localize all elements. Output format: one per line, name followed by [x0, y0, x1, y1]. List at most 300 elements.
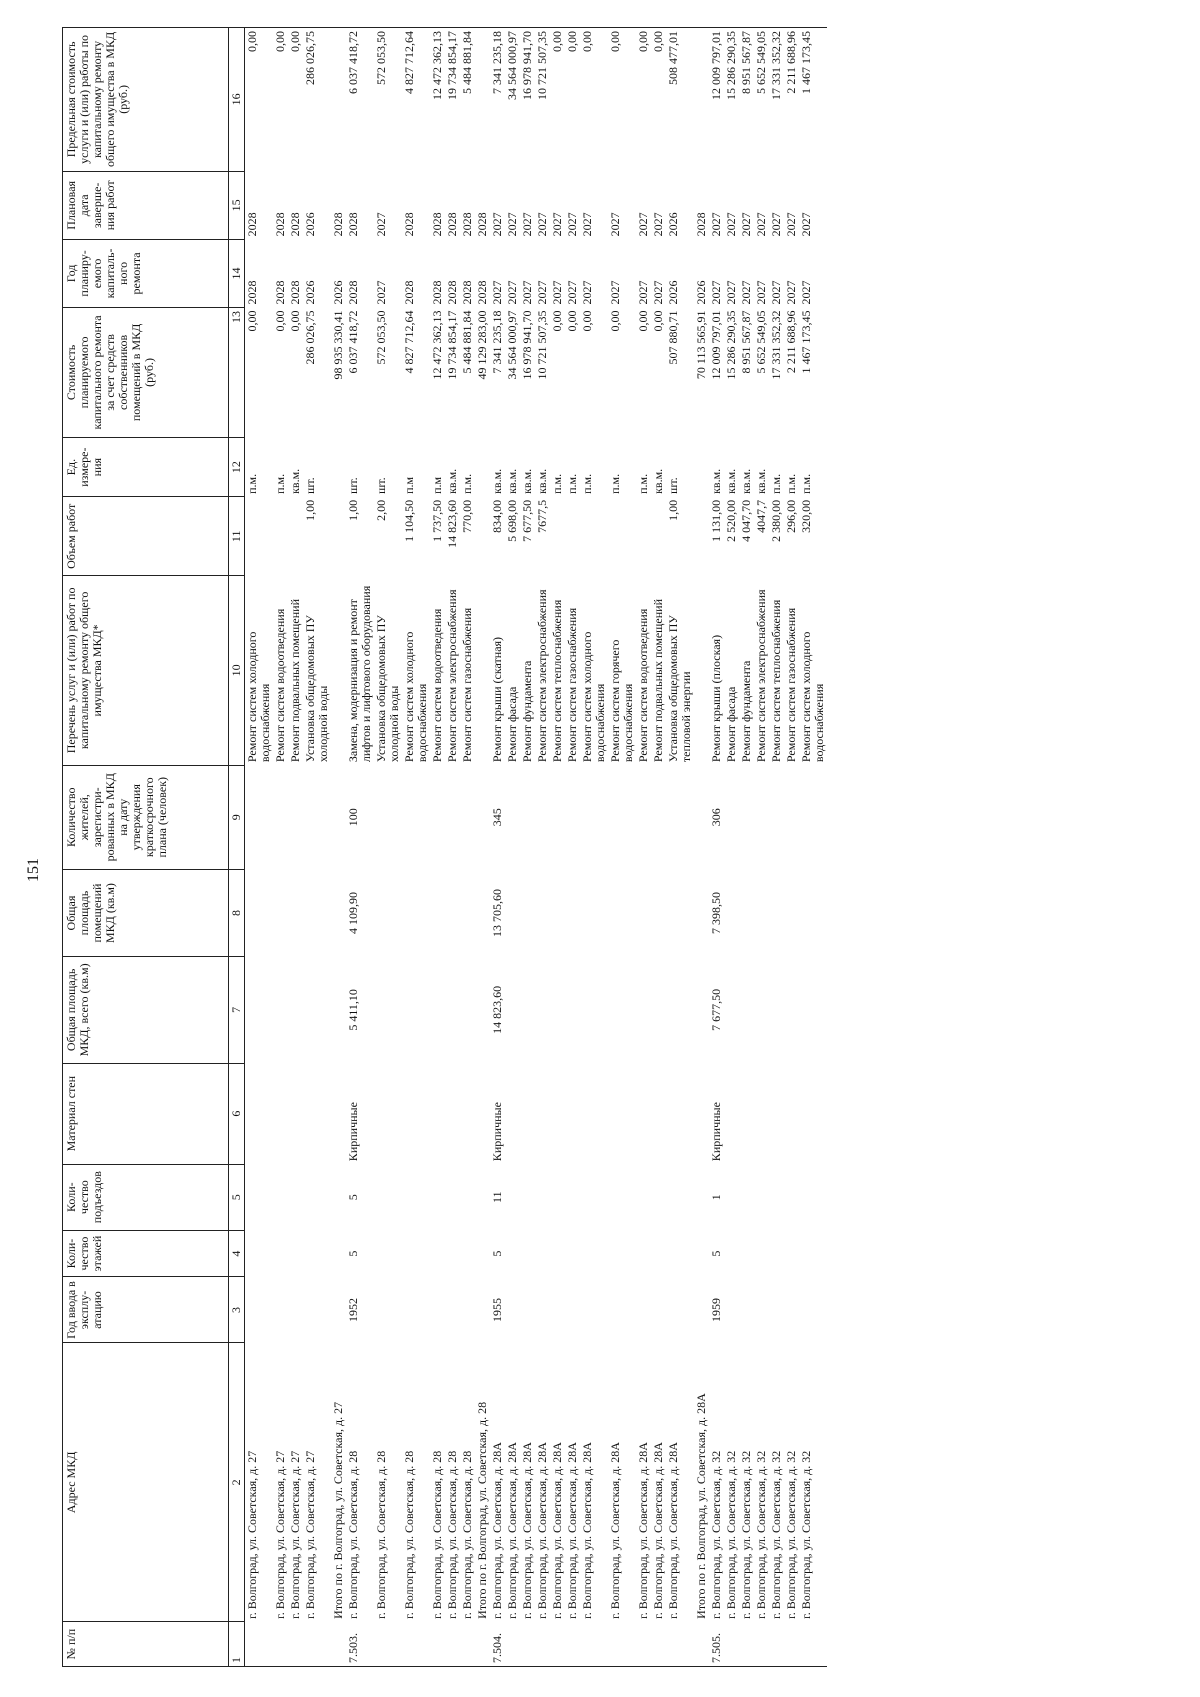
cell-col-2: г. Волгоград, ул. Советская, д. 28А	[580, 1442, 594, 1619]
cell-col-4: 5	[490, 1250, 504, 1257]
cell-col-5	[331, 1164, 346, 1230]
cell-col-6	[535, 1063, 550, 1164]
cell-col-9	[520, 765, 535, 869]
cell-col-10: Ремонт систем горячего водоснабжения	[608, 639, 635, 763]
cell-col-8: 7 398,50	[709, 892, 723, 935]
cell-col-14: 2027	[490, 280, 504, 305]
cell-col-7	[739, 957, 754, 1063]
cell-col-14: 2028	[460, 280, 474, 305]
col-header: Перечень услуг и (или) работ по капитальному ремонту общего имущества МКД*	[63, 576, 229, 765]
cell-col-11: 5 698,00	[505, 499, 519, 542]
cell-col-1	[303, 1622, 331, 1667]
cell-col-10: Ремонт систем газоснабжения	[784, 607, 798, 763]
cell-col-15: 2027	[374, 212, 388, 237]
cell-col-7	[460, 957, 475, 1063]
col-header: Год ввода в эксплу-атацию	[63, 1277, 229, 1343]
cell-col-16: 15 286 290,35	[724, 31, 738, 100]
cell-col-9	[245, 765, 274, 869]
cell-col-13: 572 053,50	[374, 310, 388, 365]
cell-col-16	[694, 28, 709, 172]
cell-col-12: кв.м.	[535, 468, 549, 494]
cell-col-14: 2027	[374, 280, 388, 305]
cell-col-9	[475, 765, 490, 869]
cell-col-7	[374, 957, 402, 1063]
cell-col-15: 2027	[636, 212, 650, 237]
cell-col-9	[724, 765, 739, 869]
cell-col-10: Установка общедомовых ПУ тепловой энергии	[666, 615, 693, 763]
cell-col-4	[331, 1230, 346, 1277]
cell-col-14: 2027	[535, 280, 549, 305]
table-row	[490, 28, 505, 1667]
cell-col-16: 572 053,50	[374, 31, 388, 85]
cell-col-8	[694, 869, 709, 956]
table-row	[460, 28, 475, 1667]
cell-col-1	[402, 1622, 430, 1667]
cell-col-9	[505, 765, 520, 869]
table-row	[608, 28, 636, 1667]
cell-col-14: 2028	[475, 280, 489, 305]
cell-col-13: 0,00	[550, 310, 564, 332]
cell-col-15: 2028	[475, 212, 489, 237]
column-number: 11	[229, 497, 245, 576]
cell-col-8	[608, 869, 636, 956]
cell-col-4: 5	[709, 1250, 723, 1257]
cell-col-11	[475, 497, 490, 576]
cell-col-6	[402, 1063, 430, 1164]
cell-col-13: 12 472 362,13	[430, 310, 444, 380]
col-header: Год планиру-емого капиталь-ного ремонта	[63, 239, 229, 307]
cell-col-16: 286 026,75	[303, 31, 317, 85]
cell-col-12: п.м.	[565, 473, 579, 494]
cell-col-9	[535, 765, 550, 869]
cell-col-6	[520, 1063, 535, 1164]
cell-col-14: 2026	[303, 280, 317, 305]
cell-col-5	[784, 1164, 799, 1230]
cell-col-10: Ремонт систем электроснабжения	[754, 589, 768, 763]
cell-col-8	[460, 869, 475, 956]
cell-col-3	[769, 1277, 784, 1343]
cell-col-11	[331, 497, 346, 576]
cell-col-2: г. Волгоград, ул. Советская, д. 28	[374, 1450, 388, 1619]
cell-col-5	[273, 1164, 288, 1230]
cell-col-11	[580, 497, 608, 576]
cell-col-11	[245, 497, 274, 576]
cell-col-8	[784, 869, 799, 956]
cell-col-12: кв.м.	[724, 468, 738, 494]
cell-col-14: 2028	[402, 280, 416, 305]
cell-col-4	[666, 1230, 694, 1277]
cell-col-7	[445, 957, 460, 1063]
cell-col-2: г. Волгоград, ул. Советская, д. 27	[303, 1450, 317, 1619]
cell-col-3	[608, 1277, 636, 1343]
cell-col-3	[460, 1277, 475, 1343]
cell-col-7	[769, 957, 784, 1063]
cell-col-4	[460, 1230, 475, 1277]
cell-col-14: 2027	[754, 280, 768, 305]
cell-col-7: 5 411,10	[346, 989, 360, 1031]
cell-col-11: 296,00	[784, 499, 798, 533]
cell-col-11	[273, 497, 288, 576]
cell-col-2: г. Волгоград, ул. Советская, д. 32	[709, 1450, 723, 1619]
cell-col-1	[784, 1622, 799, 1667]
cell-col-15: 2028	[694, 212, 708, 237]
cell-col-6	[505, 1063, 520, 1164]
cell-col-10: Ремонт систем водоотведения	[273, 608, 287, 763]
cell-col-10: Ремонт крыши (плоская)	[709, 634, 723, 763]
cell-col-6	[666, 1063, 694, 1164]
table-row	[331, 28, 346, 1667]
cell-col-9: 100	[346, 808, 360, 827]
cell-col-6	[288, 1063, 303, 1164]
cell-col-16: 16 978 941,70	[520, 31, 534, 100]
table-row	[520, 28, 535, 1667]
cell-col-11: 2 520,00	[724, 499, 738, 542]
cell-col-9	[565, 765, 580, 869]
cell-col-2: г. Волгоград, ул. Советская, д. 32	[769, 1450, 783, 1619]
cell-col-13: 0,00	[273, 310, 287, 332]
cell-col-14: 2028	[288, 280, 302, 305]
table-row	[535, 28, 550, 1667]
table-row	[445, 28, 460, 1667]
cell-col-5: 5	[346, 1194, 360, 1201]
cell-col-3	[273, 1277, 288, 1343]
column-number: 5	[229, 1164, 245, 1230]
cell-col-15: 2027	[550, 212, 564, 237]
cell-col-15: 2027	[651, 212, 665, 237]
cell-col-6	[580, 1063, 608, 1164]
cell-col-13: 34 564 000,97	[505, 310, 519, 380]
cell-col-2: Итого по г. Волгоград, ул. Советская, д. 28А	[694, 1393, 708, 1619]
cell-col-13: 5 652 549,05	[754, 310, 768, 374]
cell-col-1	[580, 1622, 608, 1667]
cell-col-9	[666, 765, 694, 869]
cell-col-15: 2027	[769, 212, 783, 237]
cell-col-5	[769, 1164, 784, 1230]
cell-col-11	[694, 497, 709, 576]
cell-col-4	[651, 1230, 666, 1277]
cell-col-4	[374, 1230, 402, 1277]
cell-col-11: 1 104,50	[402, 499, 416, 542]
cell-col-4	[739, 1230, 754, 1277]
cell-col-10	[331, 576, 346, 765]
cell-col-5	[754, 1164, 769, 1230]
cell-col-12: п.м.	[636, 473, 650, 494]
cell-col-8	[374, 869, 402, 956]
cell-col-10: Ремонт систем водоотведения	[430, 608, 444, 763]
cell-col-6	[636, 1063, 651, 1164]
cell-col-9	[303, 765, 331, 869]
column-number: 14	[229, 239, 245, 307]
cell-col-6	[784, 1063, 799, 1164]
cell-col-6	[651, 1063, 666, 1164]
cell-col-1	[550, 1622, 565, 1667]
cell-col-1: 7.505.	[709, 1633, 723, 1663]
cell-col-11: 770,00	[460, 499, 474, 533]
cell-col-15: 2026	[303, 212, 317, 237]
cell-col-13: 0,00	[636, 310, 650, 332]
cell-col-5	[739, 1164, 754, 1230]
cell-col-12: кв.м.	[288, 468, 302, 494]
cell-col-6	[550, 1063, 565, 1164]
cell-col-7	[550, 957, 565, 1063]
cell-col-16: 0,00	[580, 31, 594, 52]
table-row	[799, 28, 827, 1667]
cell-col-14: 2027	[565, 280, 579, 305]
cell-col-7	[535, 957, 550, 1063]
cell-col-8	[303, 869, 331, 956]
table-row	[739, 28, 754, 1667]
cell-col-6	[694, 1063, 709, 1164]
cell-col-11	[651, 497, 666, 576]
cell-col-16: 1 467 173,45	[799, 31, 813, 94]
table-row	[694, 28, 709, 1667]
cell-col-7	[636, 957, 651, 1063]
cell-col-15: 2028	[273, 212, 287, 237]
cell-col-13: 10 721 507,35	[535, 310, 549, 380]
cell-col-16: 6 037 418,72	[346, 31, 360, 94]
cell-col-3	[550, 1277, 565, 1343]
cell-col-1	[754, 1622, 769, 1667]
cell-col-5	[535, 1164, 550, 1230]
cell-col-10: Ремонт подвальных помещений	[651, 598, 665, 763]
cell-col-8	[565, 869, 580, 956]
cell-col-12	[694, 437, 709, 497]
cell-col-16: 5 652 549,05	[754, 31, 768, 94]
cell-col-12: п.м	[402, 476, 416, 494]
cell-col-9	[288, 765, 303, 869]
cell-col-11: 7677,5	[535, 499, 549, 533]
cell-col-6: Кирпичные	[490, 1102, 504, 1162]
table-row	[303, 28, 331, 1667]
cell-col-4	[694, 1230, 709, 1277]
cell-col-15: 2028	[460, 212, 474, 237]
cell-col-10	[475, 576, 490, 765]
cell-col-3	[475, 1277, 490, 1343]
cell-col-6	[724, 1063, 739, 1164]
cell-col-5	[666, 1164, 694, 1230]
cell-col-16: 10 721 507,35	[535, 31, 549, 100]
cell-col-10: Ремонт фасада	[505, 686, 519, 763]
cell-col-10: Ремонт систем электроснабжения	[445, 589, 459, 763]
cell-col-2: г. Волгоград, ул. Советская, д. 32	[754, 1450, 768, 1619]
cell-col-15: 2027	[608, 212, 622, 237]
cell-col-15: 2027	[535, 212, 549, 237]
cell-col-11: 1 737,50	[430, 499, 444, 542]
cell-col-11	[636, 497, 651, 576]
cell-col-7	[608, 957, 636, 1063]
cell-col-14: 2028	[273, 280, 287, 305]
cell-col-11: 1,00	[666, 499, 680, 521]
cell-col-5	[608, 1164, 636, 1230]
cell-col-10: Ремонт систем газоснабжения	[565, 607, 579, 763]
cell-col-1	[666, 1622, 694, 1667]
cell-col-16: 0,00	[288, 31, 302, 52]
cell-col-10: Ремонт систем теплоснабжения	[769, 599, 783, 763]
cell-col-14: 2027	[799, 280, 813, 305]
cell-col-2: г. Волгоград, ул. Советская, д. 28А	[535, 1442, 549, 1619]
cell-col-10: Ремонт систем электроснабжения	[535, 589, 549, 763]
cell-col-2: г. Волгоград, ул. Советская, д. 28А	[565, 1442, 579, 1619]
cell-col-16: 34 564 000,97	[505, 31, 519, 100]
cell-col-3	[666, 1277, 694, 1343]
cell-col-12: п.м.	[769, 473, 783, 494]
cell-col-7: 14 823,60	[490, 985, 504, 1034]
cell-col-5	[445, 1164, 460, 1230]
cell-col-11: 834,00	[490, 499, 504, 533]
cell-col-13: 17 331 352,32	[769, 310, 783, 380]
cell-col-4	[608, 1230, 636, 1277]
cell-col-10	[694, 576, 709, 765]
cell-col-14: 2027	[608, 280, 622, 305]
cell-col-10: Ремонт систем холодного водоснабжения	[580, 631, 607, 763]
cell-col-2: Итого по г. Волгоград, ул. Советская, д. 28	[475, 1401, 489, 1619]
cell-col-10: Ремонт систем водоотведения	[636, 608, 650, 763]
cell-col-13: 12 009 797,01	[709, 310, 723, 380]
cell-col-16: 0,00	[245, 31, 259, 52]
cell-col-12: п.м.	[784, 473, 798, 494]
cell-col-7	[784, 957, 799, 1063]
cell-col-11: 4047,7	[754, 499, 768, 533]
cell-col-6: Кирпичные	[709, 1102, 723, 1162]
cell-col-6	[303, 1063, 331, 1164]
cell-col-2: г. Волгоград, ул. Советская, д. 28А	[651, 1442, 665, 1619]
cell-col-6	[245, 1063, 274, 1164]
cell-col-15: 2027	[565, 212, 579, 237]
col-header: Материал стен	[63, 1063, 229, 1164]
cell-col-5	[505, 1164, 520, 1230]
cell-col-15: 2028	[445, 212, 459, 237]
cell-col-13: 0,00	[565, 310, 579, 332]
cell-col-12	[475, 437, 490, 497]
cell-col-11: 1,00	[346, 499, 360, 521]
cell-col-5	[475, 1164, 490, 1230]
cell-col-1	[769, 1622, 784, 1667]
cell-col-6	[739, 1063, 754, 1164]
cell-col-2: г. Волгоград, ул. Советская, д. 28	[430, 1450, 444, 1619]
cell-col-9	[430, 765, 445, 869]
table-row	[784, 28, 799, 1667]
cell-col-5	[288, 1164, 303, 1230]
cell-col-10: Установка общедомовых ПУ холодной воды	[303, 615, 330, 763]
column-number: 12	[229, 437, 245, 497]
cell-col-12: шт.	[374, 477, 388, 494]
cell-col-13: 15 286 290,35	[724, 310, 738, 380]
col-header: Общая площадь помещений МКД (кв.м)	[63, 869, 229, 956]
cell-col-2: г. Волгоград, ул. Советская, д. 27	[273, 1450, 287, 1619]
cell-col-16: 8 951 567,87	[739, 31, 753, 94]
cell-col-8	[475, 869, 490, 956]
cell-col-1	[799, 1622, 827, 1667]
cell-col-5	[580, 1164, 608, 1230]
cell-col-6	[754, 1063, 769, 1164]
cell-col-7	[245, 957, 274, 1063]
cell-col-7: 7 677,50	[709, 988, 723, 1031]
column-number: 7	[229, 957, 245, 1063]
cell-col-14: 2026	[331, 280, 345, 305]
table-row	[565, 28, 580, 1667]
cell-col-3	[245, 1277, 274, 1343]
cell-col-7	[666, 957, 694, 1063]
cell-col-15: 2027	[709, 212, 723, 237]
cell-col-4	[303, 1230, 331, 1277]
cell-col-8	[273, 869, 288, 956]
column-number: 4	[229, 1230, 245, 1277]
cell-col-5	[694, 1164, 709, 1230]
cell-col-1	[445, 1622, 460, 1667]
table-row	[709, 28, 724, 1667]
cell-col-16: 7 341 235,18	[490, 31, 504, 94]
cell-col-5	[374, 1164, 402, 1230]
cell-col-11: 320,00	[799, 499, 813, 533]
cell-col-1	[694, 1622, 709, 1667]
cell-col-12: кв.м.	[505, 468, 519, 494]
cell-col-14: 2027	[739, 280, 753, 305]
cell-col-8	[799, 869, 827, 956]
col-header: № п/п	[63, 1622, 229, 1667]
repair-plan-table	[62, 27, 827, 1667]
cell-col-3	[724, 1277, 739, 1343]
cell-col-7	[288, 957, 303, 1063]
cell-col-7	[724, 957, 739, 1063]
cell-col-15: 2027	[520, 212, 534, 237]
cell-col-16: 0,00	[608, 31, 622, 52]
cell-col-10: Установка общедомовых ПУ холодной воды	[374, 615, 401, 763]
column-number: 3	[229, 1277, 245, 1343]
cell-col-1	[505, 1622, 520, 1667]
table-row	[273, 28, 288, 1667]
table-row	[724, 28, 739, 1667]
cell-col-14: 2028	[445, 280, 459, 305]
table-row	[769, 28, 784, 1667]
cell-col-5: 11	[490, 1191, 504, 1203]
cell-col-2: г. Волгоград, ул. Советская, д. 28	[402, 1450, 416, 1619]
cell-col-9	[799, 765, 827, 869]
cell-col-9: 345	[490, 808, 504, 827]
cell-col-1	[535, 1622, 550, 1667]
cell-col-9	[460, 765, 475, 869]
cell-col-16: 17 331 352,32	[769, 31, 783, 100]
cell-col-5	[402, 1164, 430, 1230]
cell-col-1	[520, 1622, 535, 1667]
cell-col-4	[505, 1230, 520, 1277]
col-header: Плановая дата заверше-ния работ	[63, 171, 229, 239]
cell-col-4	[769, 1230, 784, 1277]
cell-col-7	[565, 957, 580, 1063]
cell-col-13: 16 978 941,70	[520, 310, 534, 380]
cell-col-16: 12 009 797,01	[709, 31, 723, 100]
cell-col-10: Замена, модернизация и ремонт лифтов и лифтового оборудования	[346, 585, 373, 763]
cell-col-16	[331, 28, 346, 172]
cell-col-6	[475, 1063, 490, 1164]
cell-col-2: г. Волгоград, ул. Советская, д. 28А	[666, 1442, 680, 1619]
cell-col-2: г. Волгоград, ул. Советская, д. 28А	[505, 1442, 519, 1619]
cell-col-13: 7 341 235,18	[490, 310, 504, 374]
column-number: 8	[229, 869, 245, 956]
cell-col-2: г. Волгоград, ул. Советская, д. 28	[445, 1450, 459, 1619]
cell-col-9	[739, 765, 754, 869]
cell-col-15: 2028	[346, 212, 360, 237]
cell-col-10: Ремонт подвальных помещений	[288, 598, 302, 763]
cell-col-8	[505, 869, 520, 956]
cell-col-3	[505, 1277, 520, 1343]
cell-col-5	[724, 1164, 739, 1230]
cell-col-9	[402, 765, 430, 869]
cell-col-4: 5	[346, 1250, 360, 1257]
column-number: 16	[229, 28, 245, 172]
cell-col-12: кв.м.	[445, 468, 459, 494]
table-row	[651, 28, 666, 1667]
cell-col-11: 2 380,00	[769, 499, 783, 542]
